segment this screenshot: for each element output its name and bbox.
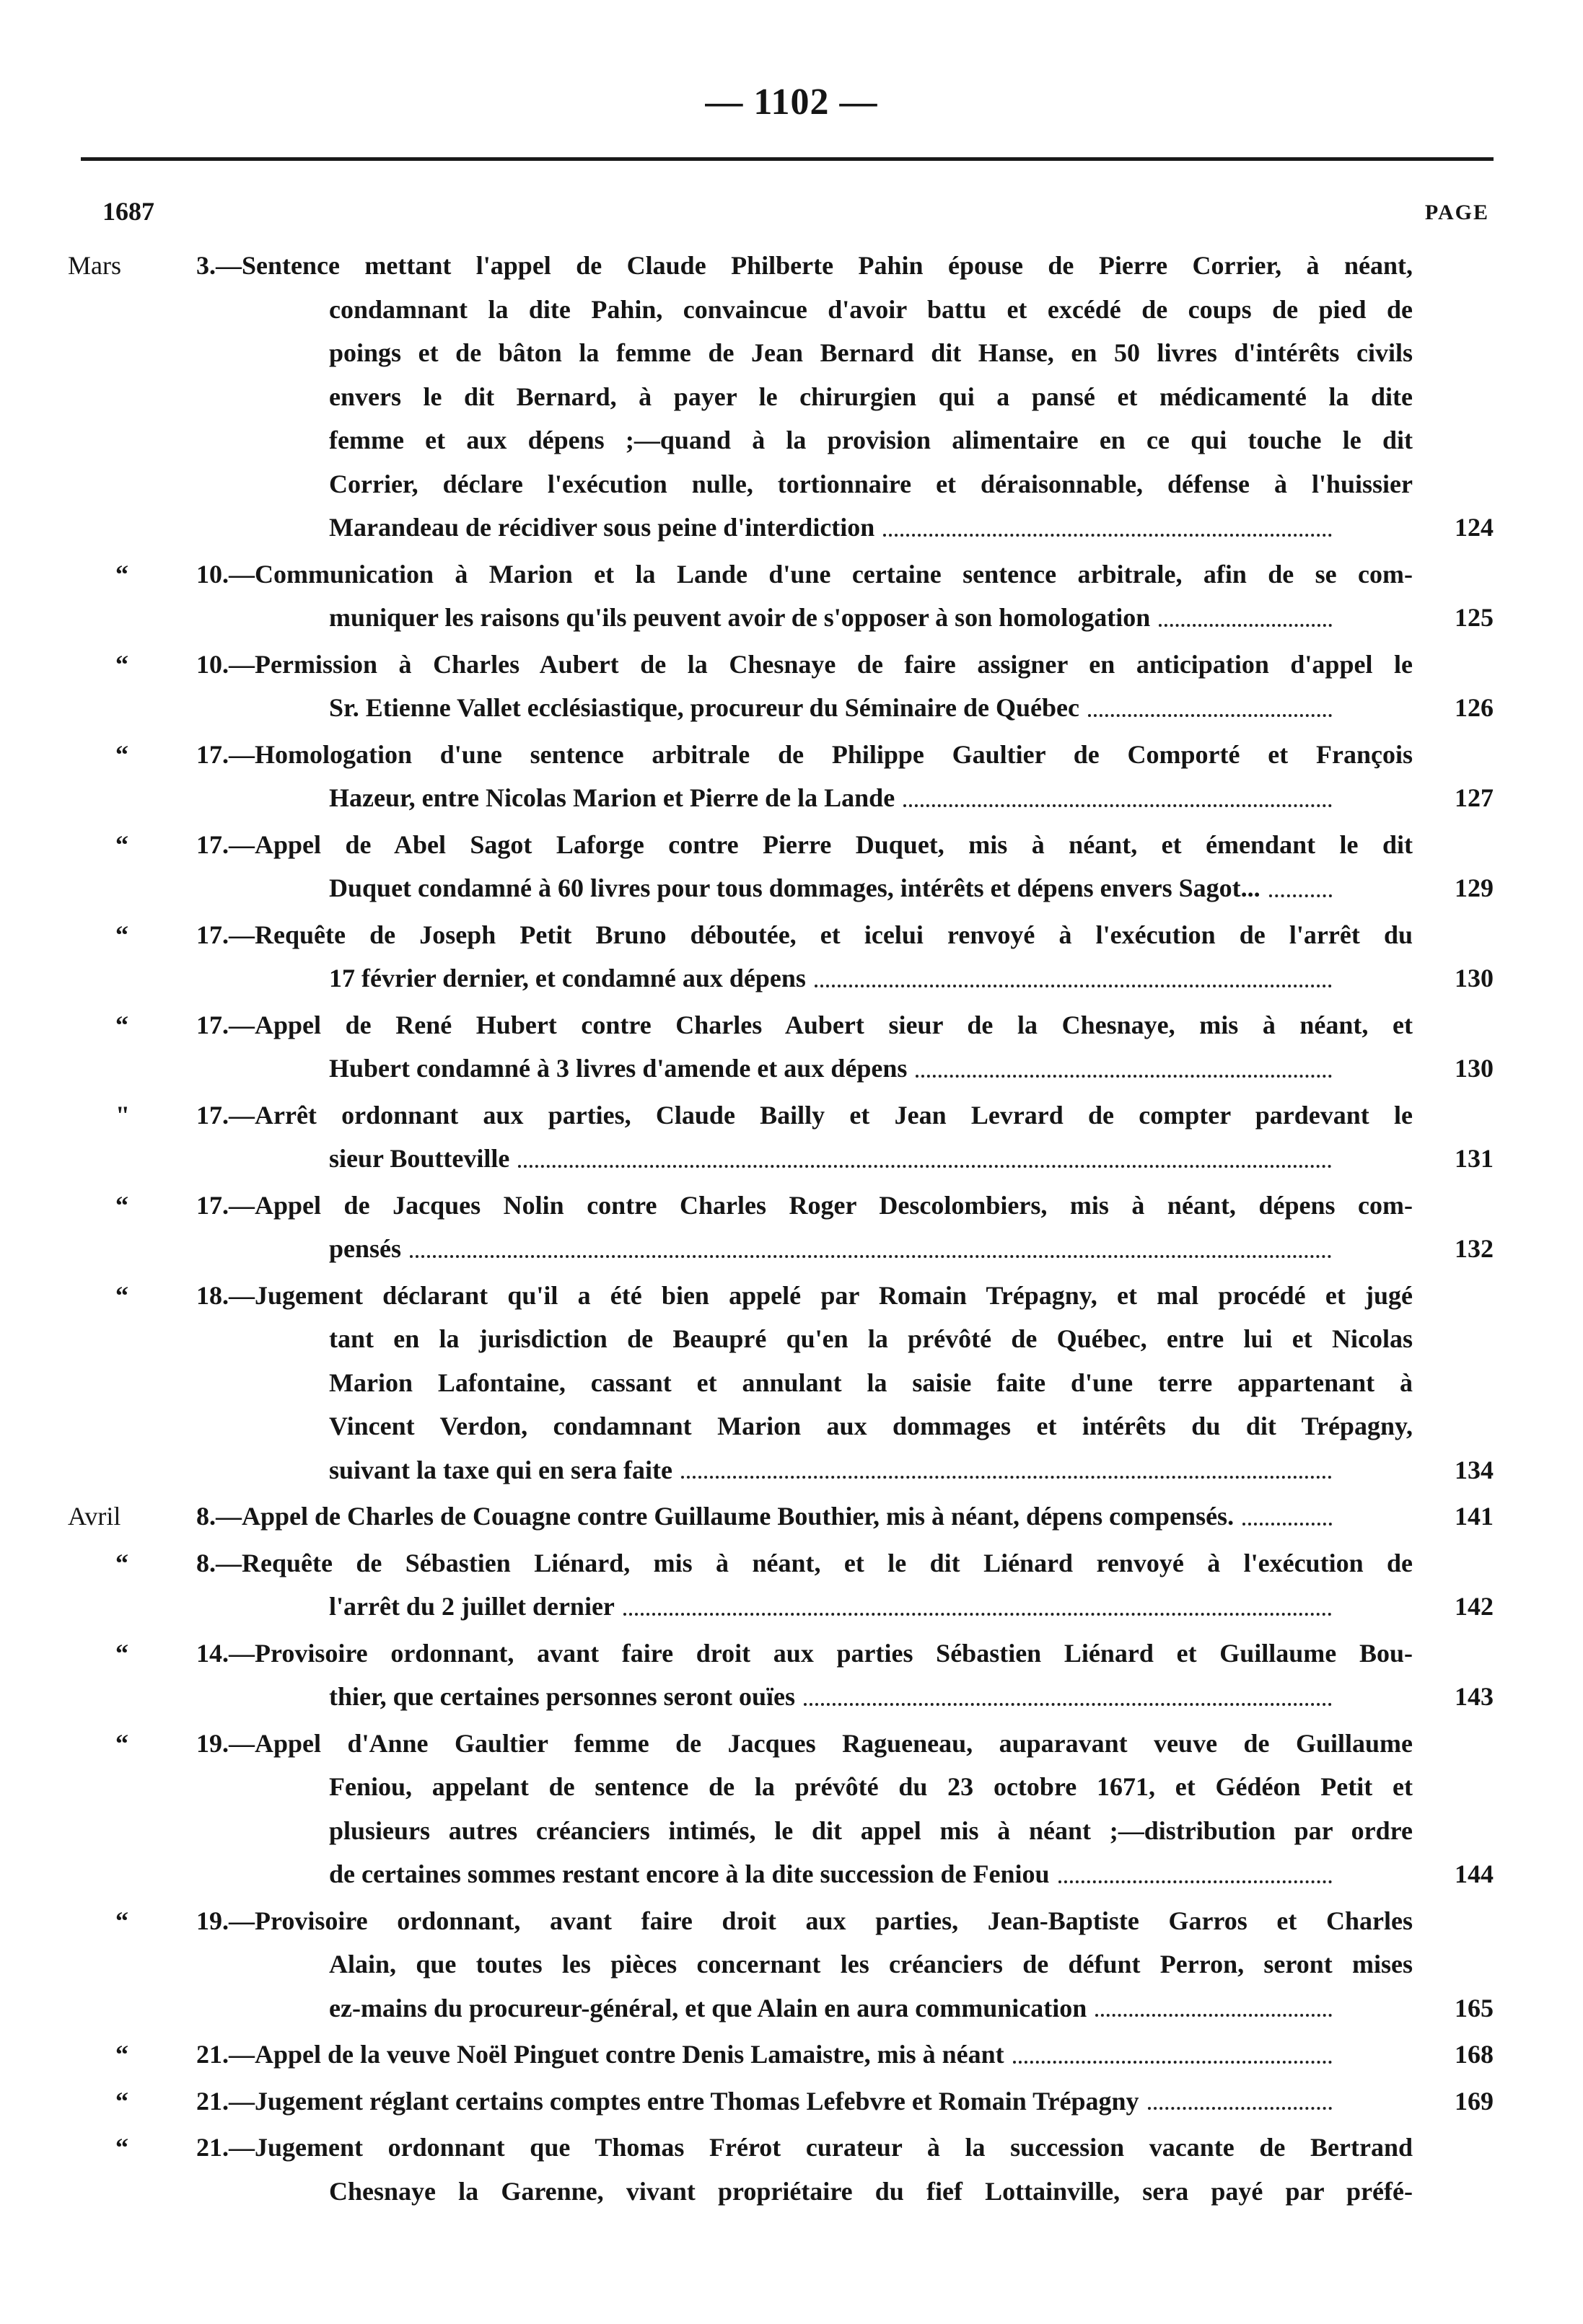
entry-continuation-line (0, 462, 1413, 506)
entry-text: 3.—Sentence mettant l'appel de Claude Philberte Pahin épouse de Pierre Corrier, à néant, (196, 251, 1413, 280)
dot-leader (1242, 1522, 1332, 1526)
entry-text: tant en la jurisdiction de Beaupré qu'en la prévôté de Québec, entre lui et Nicolas (329, 1324, 1413, 1353)
page-reference: 165 (1455, 1993, 1494, 2023)
entry-first-line (0, 1899, 1413, 1943)
entry-text: suivant la taxe qui en sera faite (329, 1455, 672, 1484)
entry-continuation-line (0, 866, 1413, 910)
entry-continuation-line (0, 1227, 1413, 1271)
entry-continuation-line (0, 375, 1413, 419)
entry-text: 14.—Provisoire ordonnant, avant faire droit aux parties Sébastien Liénard et Guillaume Bou- (196, 1638, 1413, 1668)
ditto-mark: “ (115, 1010, 128, 1039)
list-item (0, 553, 1583, 640)
entry-text: muniquer les raisons qu'ils peuvent avoir de s'opposer à son homologation (329, 603, 1151, 632)
entry-text: 17.—Appel de René Hubert contre Charles Aubert sieur de la Chesnaye, mis à néant, et (196, 1010, 1413, 1039)
entry-text: poings et de bâton la femme de Jean Bernard dit Hanse, en 50 livres d'intérêts civils (329, 338, 1413, 367)
list-item (0, 1093, 1583, 1181)
entry-continuation-line (0, 418, 1413, 462)
entry-text: Sr. Etienne Vallet ecclésiastique, procureur du Séminaire de Québec (329, 693, 1080, 722)
entry-text: 21.—Appel de la veuve Noël Pinguet contre Denis Lamaistre, mis à néant (196, 2040, 1004, 2069)
list-item (0, 823, 1583, 910)
entry-first-line (0, 913, 1413, 957)
list-item (0, 1632, 1583, 1719)
entry-continuation-line (0, 1852, 1413, 1896)
entry-text: Feniou, appelant de sentence de la prévôté du 23 octobre 1671, et Gédéon Petit et (329, 1772, 1413, 1801)
entry-text: 21.—Jugement ordonnant que Thomas Frérot curateur à la succession vacante de Bertrand (196, 2133, 1413, 2162)
entry-continuation-line (0, 2170, 1413, 2214)
entry-text: Corrier, déclare l'exécution nulle, tortionnaire et déraisonnable, défense à l'huissier (329, 469, 1413, 498)
entry-first-line (0, 1495, 1413, 1539)
entry-continuation-line (0, 1986, 1413, 2030)
dot-leader (815, 984, 1332, 987)
dot-leader (410, 1254, 1332, 1258)
entry-first-line (0, 1093, 1413, 1137)
entry-text: 17.—Requête de Joseph Petit Bruno déboutée, et icelui renvoyé à l'exécution de l'arrêt du (196, 920, 1413, 949)
ditto-mark: “ (115, 920, 128, 949)
entry-text: plusieurs autres créanciers intimés, le dit appel mis à néant ;—distribution par ordre (329, 1815, 1413, 1845)
list-item (0, 244, 1583, 550)
entry-text: 17 février dernier, et condamné aux dépens (329, 964, 806, 992)
entry-first-line (0, 1274, 1413, 1318)
entry-month: Avril (68, 1502, 121, 1531)
entry-first-line (0, 244, 1413, 288)
entry-text: 19.—Provisoire ordonnant, avant faire droit aux parties, Jean-Baptiste Garros et Charles (196, 1906, 1413, 1935)
entry-continuation-line (0, 1404, 1413, 1448)
entry-text: Vincent Verdon, condamnant Marion aux dommages et intérêts du dit Trépagny, (329, 1412, 1413, 1440)
ditto-mark: “ (115, 649, 128, 679)
entry-text: envers le dit Bernard, à payer le chirurgien qui a pansé et médicamenté la dite (329, 382, 1413, 411)
dot-leader (1148, 2106, 1333, 2110)
entry-continuation-line (0, 1361, 1413, 1405)
entry-text: 19.—Appel d'Anne Gaultier femme de Jacques Ragueneau, auparavant veuve de Guillaume (196, 1728, 1413, 1758)
dot-leader (681, 1475, 1332, 1479)
page-reference: 144 (1455, 1859, 1494, 1888)
entry-text: Hazeur, entre Nicolas Marion et Pierre de la Lande (329, 783, 895, 812)
entry-continuation-line (0, 1675, 1413, 1719)
entry-first-line (0, 1632, 1413, 1676)
entry-text: 17.—Homologation d'une sentence arbitrale de Philippe Gaultier de Comporté et François (196, 739, 1413, 769)
ditto-mark: “ (115, 829, 128, 859)
page-reference: 142 (1455, 1592, 1494, 1621)
entries-list (0, 244, 1583, 2216)
entry-text: 8.—Requête de Sébastien Liénard, mis à néant, et le dit Liénard renvoyé à l'exécution de (196, 1548, 1413, 1577)
ditto-mark: “ (115, 1190, 128, 1220)
dot-leader (1269, 894, 1332, 897)
list-item (0, 1899, 1583, 2030)
entry-first-line (0, 2079, 1413, 2123)
entry-continuation-line (0, 956, 1413, 1000)
entry-first-line (0, 643, 1413, 687)
entry-continuation-line (0, 1942, 1413, 1986)
ditto-mark: “ (115, 1728, 128, 1758)
page-reference: 141 (1455, 1502, 1494, 1531)
entry-text: Hubert condamné à 3 livres d'amende et aux dépens (329, 1054, 908, 1083)
dot-leader (1013, 2060, 1332, 2064)
entry-text: 8.—Appel de Charles de Couagne contre Guillaume Bouthier, mis à néant, dépens compensés. (196, 1502, 1235, 1531)
page-reference: 124 (1455, 513, 1494, 542)
ditto-mark: “ (115, 559, 128, 589)
page-reference: 127 (1455, 783, 1494, 812)
page-reference: 169 (1455, 2086, 1494, 2116)
entry-continuation-line (0, 506, 1413, 550)
entry-text: Marion Lafontaine, cassant et annulant la saisie faite d'une terre appartenant à (329, 1368, 1413, 1397)
entry-text: l'arrêt du 2 juillet dernier (329, 1592, 615, 1621)
entry-text: pensés (329, 1234, 402, 1263)
page-reference: 132 (1455, 1234, 1494, 1263)
entry-first-line (0, 823, 1413, 867)
ditto-mark: “ (115, 2040, 128, 2069)
entry-text: de certaines sommes restant encore à la dite succession de Feniou (329, 1859, 1050, 1888)
dot-leader (903, 804, 1332, 807)
dot-leader (623, 1612, 1332, 1616)
entry-first-line (0, 2126, 1413, 2170)
list-item (0, 2126, 1583, 2213)
dot-leader (1088, 713, 1332, 717)
ditto-mark: “ (115, 739, 128, 769)
entry-text: 10.—Permission à Charles Aubert de la Chesnaye de faire assigner en anticipation d'appel le (196, 649, 1413, 679)
entry-continuation-line (0, 288, 1413, 332)
entry-continuation-line (0, 776, 1413, 820)
entry-text: Marandeau de récidiver sous peine d'interdiction (329, 513, 875, 542)
dot-leader (518, 1164, 1332, 1168)
ditto-mark: " (115, 1100, 130, 1130)
dot-leader (883, 533, 1332, 537)
dot-leader (804, 1702, 1332, 1706)
list-item (0, 1495, 1583, 1539)
page-reference: 125 (1455, 603, 1494, 632)
ditto-mark: “ (115, 1906, 128, 1935)
page-reference: 130 (1455, 1054, 1494, 1083)
entry-month: Mars (68, 251, 121, 280)
entry-first-line (0, 1184, 1413, 1228)
ditto-mark: “ (115, 1280, 128, 1310)
page-reference: 168 (1455, 2040, 1494, 2069)
dot-leader (1159, 623, 1332, 627)
entry-text: Duquet condamné à 60 livres pour tous dommages, intérêts et dépens envers Sagot... (329, 873, 1260, 902)
page-reference: 130 (1455, 964, 1494, 992)
entry-continuation-line (0, 1809, 1413, 1853)
entry-continuation-line (0, 1585, 1413, 1629)
entry-first-line (0, 1003, 1413, 1047)
dot-leader (1095, 2013, 1332, 2017)
entry-continuation-line (0, 1448, 1413, 1492)
entry-first-line (0, 733, 1413, 777)
list-item (0, 733, 1583, 820)
ditto-mark: “ (115, 2133, 128, 2162)
list-item (0, 2079, 1583, 2123)
entry-text: ez-mains du procureur-général, et que Alain en aura communication (329, 1993, 1087, 2023)
entry-continuation-line (0, 686, 1413, 730)
entry-text: femme et aux dépens ;—quand à la provision alimentaire en ce qui touche le dit (329, 426, 1413, 454)
list-item (0, 1184, 1583, 1271)
entry-text: 17.—Appel de Jacques Nolin contre Charles Roger Descolombiers, mis à néant, dépens com- (196, 1190, 1413, 1220)
entry-text: 17.—Appel de Abel Sagot Laforge contre Pierre Duquet, mis à néant, et émendant le dit (196, 829, 1413, 859)
entry-text: Alain, que toutes les pièces concernant les créanciers de défunt Perron, seront mises (329, 1950, 1413, 1979)
page-reference: 134 (1455, 1455, 1494, 1484)
page-number: — 1102 — (705, 82, 878, 123)
page-reference: 143 (1455, 1682, 1494, 1711)
entry-continuation-line (0, 1765, 1413, 1809)
ditto-mark: “ (115, 1548, 128, 1577)
header-rule (81, 157, 1494, 161)
year-label: 1687 (102, 197, 154, 226)
list-item (0, 1274, 1583, 1492)
entry-first-line (0, 1722, 1413, 1766)
entry-first-line (0, 553, 1413, 597)
list-item (0, 2033, 1583, 2077)
entry-text: condamnant la dite Pahin, convaincue d'avoir battu et excédé de coups de pied de (329, 294, 1413, 324)
ditto-mark: “ (115, 2086, 128, 2116)
entry-continuation-line (0, 1047, 1413, 1091)
list-item (0, 1722, 1583, 1896)
entry-text: Chesnaye la Garenne, vivant propriétaire du fief Lottainville, sera payé par préfé- (329, 2176, 1413, 2206)
dot-leader (916, 1074, 1332, 1078)
entry-text: 18.—Jugement déclarant qu'il a été bien appelé par Romain Trépagny, et mal procédé et jugé (196, 1280, 1413, 1310)
dot-leader (1058, 1880, 1332, 1883)
entry-text: 17.—Arrêt ordonnant aux parties, Claude Bailly et Jean Levrard de compter pardevant le (196, 1100, 1413, 1130)
entry-first-line (0, 2033, 1413, 2077)
entry-continuation-line (0, 596, 1413, 640)
entry-text: thier, que certaines personnes seront ouïes (329, 1682, 795, 1711)
page-column-label: PAGE (1424, 201, 1489, 224)
entry-continuation-line (0, 1317, 1413, 1361)
list-item (0, 1541, 1583, 1629)
entry-text: sieur Boutteville (329, 1144, 510, 1173)
list-item (0, 643, 1583, 730)
entry-text: 10.—Communication à Marion et la Lande d'une certaine sentence arbitrale, afin de se com- (196, 559, 1413, 589)
entry-continuation-line (0, 331, 1413, 375)
page-reference: 129 (1455, 873, 1494, 902)
page-reference: 126 (1455, 693, 1494, 722)
list-item (0, 913, 1583, 1000)
entry-text: 21.—Jugement réglant certains comptes entre Thomas Lefebvre et Romain Trépagny (196, 2086, 1139, 2116)
list-item (0, 1003, 1583, 1091)
entry-first-line (0, 1541, 1413, 1585)
entry-continuation-line (0, 1137, 1413, 1181)
page-reference: 131 (1455, 1144, 1494, 1173)
ditto-mark: “ (115, 1638, 128, 1668)
